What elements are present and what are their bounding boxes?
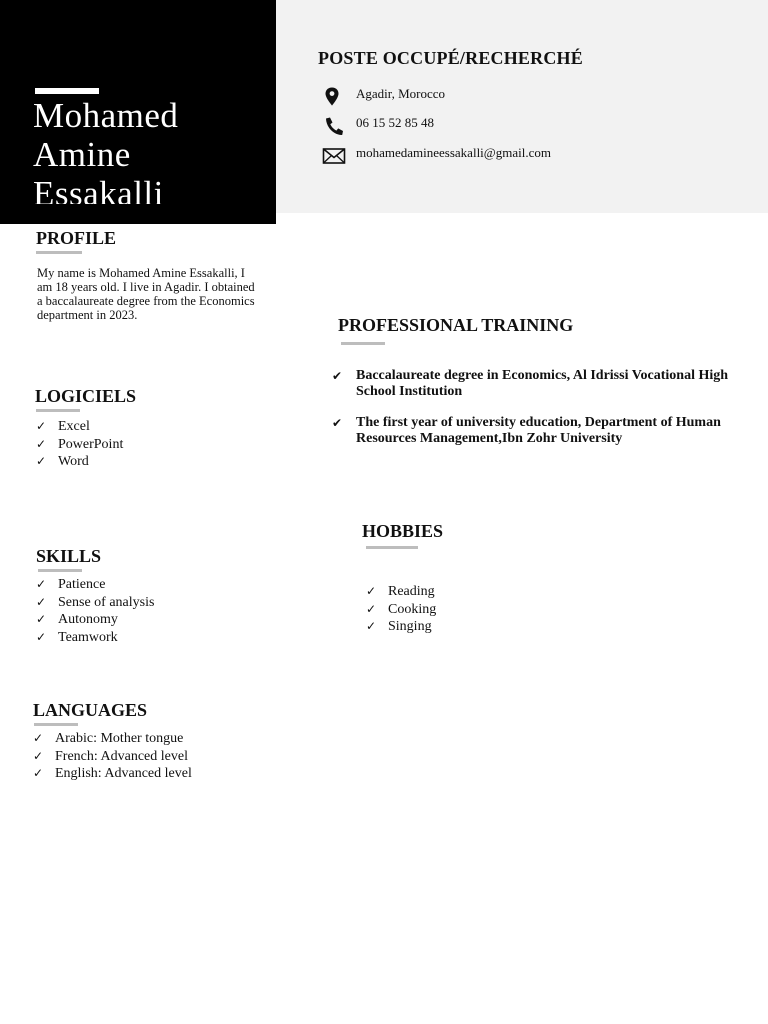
contact-email: [322, 145, 742, 169]
hobbies-rule: [366, 546, 418, 549]
list-item: ✓ Teamwork: [36, 629, 154, 647]
list-item: ✓ Singing: [366, 618, 436, 636]
skills-rule: [38, 569, 82, 572]
hobbies-list: [366, 583, 436, 636]
profile-rule: [36, 251, 82, 254]
list-item: ✓ Excel: [36, 418, 123, 436]
languages-list: [33, 730, 192, 783]
languages-rule: [34, 723, 78, 726]
position-title: POSTE OCCUPÉ/RECHERCHÉ: [318, 48, 583, 68]
logiciels-list: [36, 418, 123, 471]
languages-heading: LANGUAGES: [33, 700, 148, 720]
list-item: ✓ Patience: [36, 576, 154, 594]
list-item: ✓ Autonomy: [36, 611, 154, 629]
list-item: ✓ Cooking: [366, 601, 436, 619]
phone-icon: [322, 115, 348, 137]
profile-heading: PROFILE: [36, 228, 117, 248]
logiciels-rule: [36, 409, 80, 412]
name-line-first: Mohamed: [33, 96, 179, 135]
list-item: ✓ Sense of analysis: [36, 594, 154, 612]
logiciels-heading: LOGICIELS: [35, 386, 137, 406]
training-item: ✔ Baccalaureate degree in Economics, Al Idrissi Vocational High School Institution: [332, 368, 744, 400]
skills-heading: SKILLS: [36, 546, 102, 566]
training-rule: [341, 342, 385, 345]
envelope-icon: [322, 145, 348, 167]
name-accent-bar: [35, 88, 99, 94]
full-name: [33, 96, 269, 204]
profile-text: My name is Mohamed Amine Essakalli, I am 18 years old. I live in Agadir. I obtained a baccalaureate degree from the Economics department in 2023.: [37, 266, 255, 322]
list-item: ✓ French: Advanced level: [33, 748, 192, 766]
list-item: ✓ English: Advanced level: [33, 765, 192, 783]
list-item: ✓ PowerPoint: [36, 436, 123, 454]
list-item: ✓ Arabic: Mother tongue: [33, 730, 192, 748]
phone-text: 06 15 52 85 48: [356, 115, 434, 130]
training-list: [332, 368, 744, 462]
address-text: Agadir, Morocco: [356, 86, 446, 101]
name-line-last: Essakalli: [33, 174, 164, 204]
contact-phone: [322, 115, 742, 139]
contact-block: [276, 0, 768, 213]
email-text: mohamedamineessakalli@gmail.com: [356, 145, 551, 160]
name-block: [0, 0, 276, 224]
training-heading: PROFESSIONAL TRAINING: [338, 315, 574, 335]
contact-address: [322, 86, 742, 110]
skills-list: [36, 576, 154, 646]
location-pin-icon: [322, 86, 348, 108]
hobbies-heading: HOBBIES: [362, 521, 444, 541]
list-item: ✓ Word: [36, 453, 123, 471]
list-item: ✓ Reading: [366, 583, 436, 601]
name-line-middle: Amine: [33, 135, 131, 174]
training-item: ✔ The first year of university education, Department of Human Resources Management,Ibn Zohr University: [332, 415, 744, 447]
